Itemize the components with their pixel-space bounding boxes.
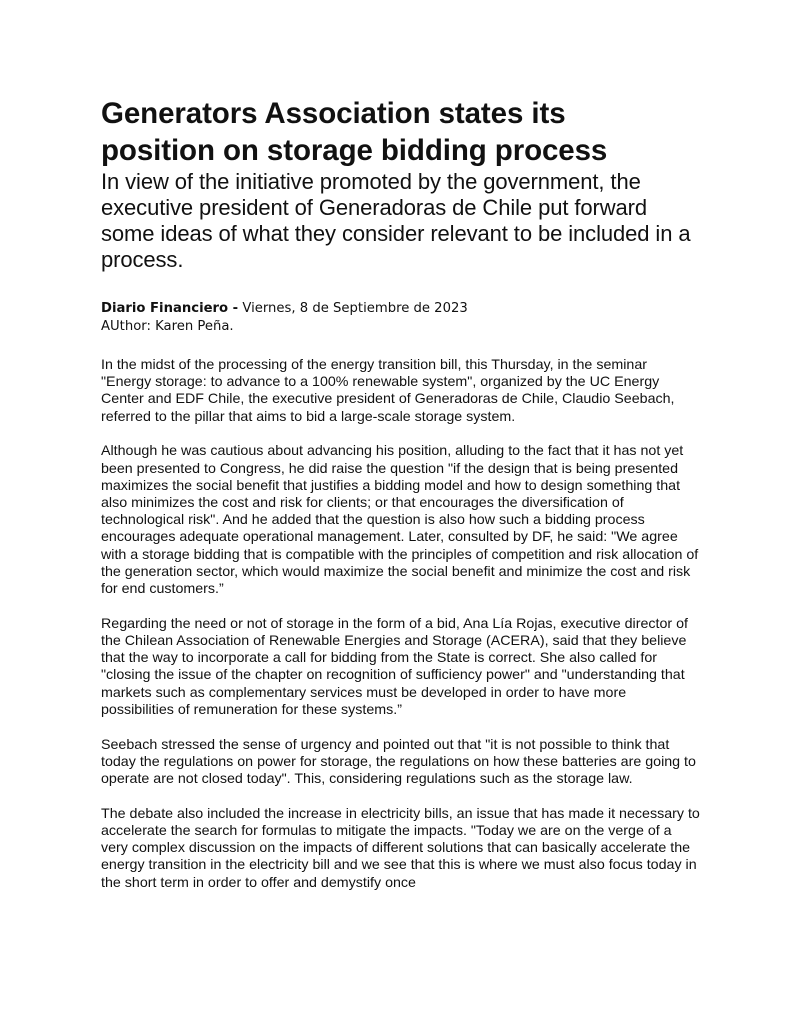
article-paragraph: Seebach stressed the sense of urgency and pointed out that "it is not possible to think that today the regulations on power for storage, the regulations on how these batteries are going to operate are not closed today". This, considering regulations such as the storage law. <box>101 736 696 788</box>
document-page <box>101 95 701 909</box>
article-subheadline: In view of the initiative promoted by the government, the executive president of Generadoras de Chile put forward some ideas of what they consider relevant to be included in a process. <box>101 169 691 272</box>
article-body <box>101 357 701 892</box>
article-meta <box>101 300 701 336</box>
article-paragraph: The debate also included the increase in electricity bills, an issue that has made it necessary to accelerate the search for formulas to mitigate the impacts. "Today we are on the verge of a very complex discussion on the impacts of different solutions that can basically accelerate the energy transition in the electricity bill and we see that this is where we must also focus today in the short term in order to offer and demystify once <box>101 805 700 891</box>
article-author: AUthor: Karen Peña. <box>101 319 234 334</box>
article-headline <box>101 95 701 169</box>
article-paragraph: Although he was cautious about advancing his position, alluding to the fact that it has not yet been presented to Congress, he did raise the question "if the design that is being presented maximizes the social benefit that justifies a bidding model and how to design something that also minimizes the cost and risk for clients; or that encourages the diversification of technological risk". And he added that the question is also how such a bidding process encourages adequate operational management. Later, consulted by DF, he said: "We agree with a storage bidding that is compatible with the principles of competition and risk allocation of the generation sector, which would maximize the social benefit and minimize the cost and risk for end customers.” <box>101 443 699 598</box>
article-date: Viernes, 8 de Septiembre de 2023 <box>242 301 468 316</box>
article-paragraph: Regarding the need or not of storage in the form of a bid, Ana Lía Rojas, executive director of the Chilean Association of Renewable Energies and Storage (ACERA), said that they believe that the way to incorporate a call for bidding from the State is correct. She also called for "closing the issue of the chapter on recognition of sufficiency power" and "understanding that markets such as complementary services must be developed in order to have more possibilities of remuneration for these systems.” <box>101 615 688 718</box>
article-source: Diario Financiero - <box>101 301 239 316</box>
headline-line-1: Generators Association states its <box>101 97 566 130</box>
article-paragraph: In the midst of the processing of the energy transition bill, this Thursday, in the seminar "Energy storage: to advance to a 100% renewable system", organized by the UC Energy Center and EDF Chile, the executive president of Generadoras de Chile, Claudio Seebach, referred to the pillar that aims to bid a large-scale storage system. <box>101 357 675 425</box>
headline-line-2: position on storage bidding process <box>101 134 608 167</box>
